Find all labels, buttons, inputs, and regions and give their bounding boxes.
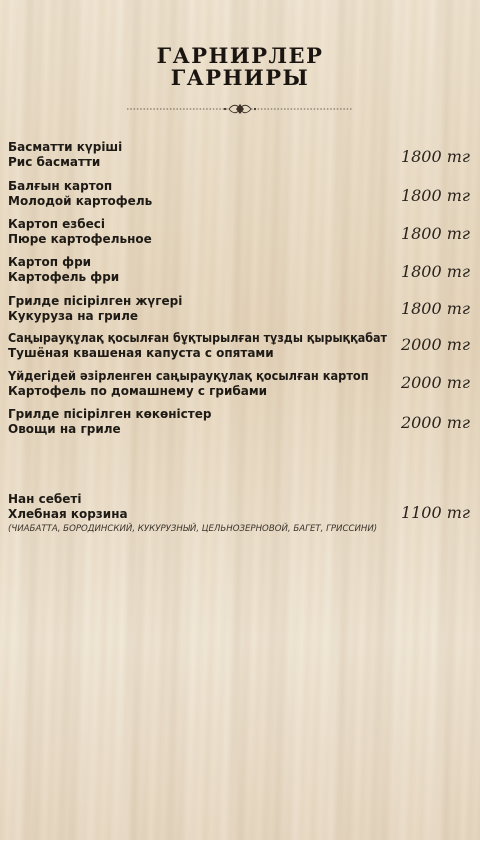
- menu-item: [8, 407, 472, 439]
- item-name-russian: Овощи на гриле: [8, 422, 121, 436]
- menu-item: [8, 179, 472, 211]
- bread-note: (ЧИАБАТТА, БОРОДИНСКИЙ, КУКУРУЗНЫЙ, ЦЕЛЬНОЗЕРНОВОЙ, БАГЕТ, ГРИССИНИ): [8, 524, 378, 534]
- menu-item: [8, 255, 472, 287]
- item-name-russian: Пюре картофельное: [8, 232, 152, 246]
- menu-item: [8, 369, 472, 401]
- item-price: 2000 тг: [400, 373, 470, 392]
- menu-item: [8, 331, 472, 363]
- item-name-kazakh: Нан себеті: [8, 492, 82, 506]
- item-name-kazakh: Саңырауқұлақ қосылған бұқтырылған тұзды қырыққабат: [8, 331, 388, 345]
- menu-item: [8, 294, 472, 326]
- item-price: 1100 тг: [400, 503, 470, 522]
- menu-header: [0, 45, 480, 89]
- title-kazakh: ГАРНИРЛЕР: [156, 43, 324, 68]
- item-price: 2000 тг: [400, 335, 470, 354]
- item-price: 1800 тг: [400, 299, 470, 318]
- item-name-kazakh: Басматти күріші: [8, 140, 123, 154]
- menu-item: [8, 217, 472, 249]
- item-price: 1800 тг: [400, 186, 470, 205]
- menu-item: [8, 140, 472, 172]
- item-name-kazakh: Үйдегідей әзірленген саңырауқұлақ қосылған картоп: [8, 369, 369, 383]
- item-name-russian: Картофель по домашнему с грибами: [8, 384, 268, 398]
- item-name-russian: Рис басматти: [8, 155, 101, 169]
- item-name-kazakh: Грилде пісірілген көкөністер: [8, 407, 212, 421]
- title-russian: ГАРНИРЫ: [170, 65, 310, 90]
- item-name-russian: Кукуруза на гриле: [8, 309, 139, 323]
- item-name-russian: Картофель фри: [8, 270, 120, 284]
- item-price: 1800 тг: [400, 262, 470, 281]
- item-name-russian: Молодой картофель: [8, 194, 153, 208]
- item-price: 1800 тг: [400, 147, 470, 166]
- ornamental-divider: [125, 101, 355, 117]
- bottom-edge: [0, 840, 480, 853]
- item-name-kazakh: Балғын картоп: [8, 179, 113, 193]
- item-name-kazakh: Картоп езбесі: [8, 217, 106, 231]
- item-name-russian: Хлебная корзина: [8, 507, 128, 521]
- bread-basket-item: [8, 492, 472, 535]
- item-price: 2000 тг: [400, 413, 470, 432]
- item-price: 1800 тг: [400, 224, 470, 243]
- item-name-russian: Тушёная квашеная капуста с опятами: [8, 346, 274, 360]
- item-name-kazakh: Картоп фри: [8, 255, 92, 269]
- item-name-kazakh: Грилде пісірілген жүгері: [8, 294, 183, 308]
